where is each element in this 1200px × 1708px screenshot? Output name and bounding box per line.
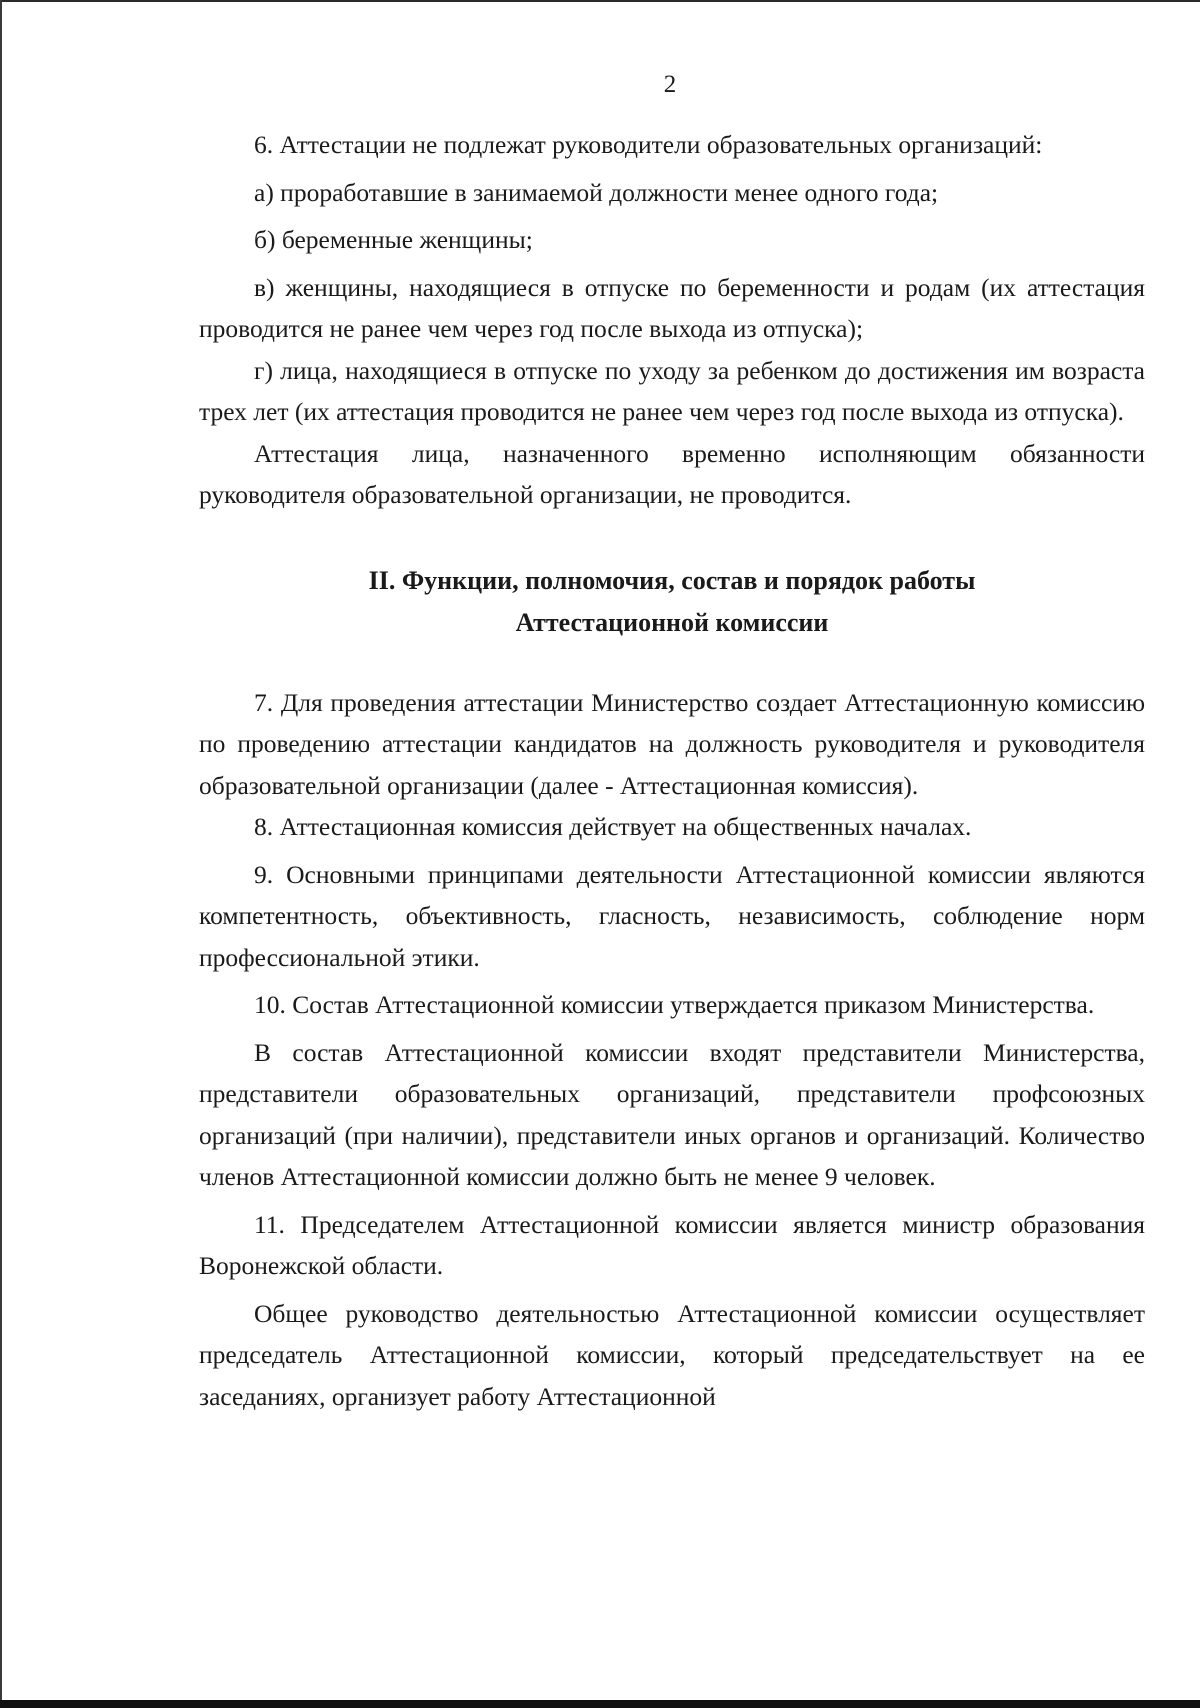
document-body xyxy=(199,124,1145,1423)
paragraph-6v: в) женщины, находящиеся в отпуске по беременности и родам (их аттестация проводится не ранее чем через год после выхода из отпуска); xyxy=(199,272,1145,343)
paragraph-general-management: Общее руководство деятельностью Аттестационной комиссии осуществляет председатель Аттестационной комиссии, который председательствует на ее заседаниях, организует работу Аттестационной xyxy=(199,1298,1145,1411)
paragraph-6b: б) беременные женщины; xyxy=(254,225,533,254)
page-number: 2 xyxy=(663,71,677,98)
paragraph-9: 9. Основными принципами деятельности Аттестационной комиссии являются компетентность, объективность, гласность, независимость, соблюдение норм профессиональной этики. xyxy=(199,859,1145,972)
paragraph-7: 7. Для проведения аттестации Министерство создает Аттестационную комиссию по проведению аттестации кандидатов на должность руководителя и руководителя образовательной организации (далее - Аттестационная комиссия). xyxy=(199,687,1145,800)
paragraph-8: 8. Аттестационная комиссия действует на общественных началах. xyxy=(254,812,972,841)
paragraph-acting-head: Аттестация лица, назначенного временно исполняющим обязанности руководителя образовательной организации, не проводится. xyxy=(199,438,1145,509)
paragraph-6g: г) лица, находящиеся в отпуске по уходу за ребенком до достижения им возраста трех лет (их аттестация проводится не ранее чем через год после выхода из отпуска). xyxy=(199,355,1145,426)
scan-edge-top xyxy=(0,0,1200,2)
section-heading-line-2: Аттестационной комиссии xyxy=(515,607,829,637)
paragraph-6: 6. Аттестации не подлежат руководители образовательных организаций: xyxy=(254,130,1043,159)
paragraph-11: 11. Председателем Аттестационной комиссии является министр образования Воронежской области. xyxy=(199,1209,1145,1280)
scan-edge-left xyxy=(0,0,2,1708)
paragraph-10: 10. Состав Аттестационной комиссии утверждается приказом Министерства. xyxy=(254,990,1095,1019)
paragraph-composition: В состав Аттестационной комиссии входят представители Министерства, представители образовательных организаций, представители профсоюзных организаций (при наличии), представители иных органов и организаций. Количество членов Аттестационной комиссии должно быть не менее 9 человек. xyxy=(199,1037,1145,1191)
scan-edge-bottom xyxy=(0,1700,1200,1708)
section-heading xyxy=(199,560,1145,644)
paragraph-6a: а) проработавшие в занимаемой должности менее одного года; xyxy=(254,177,939,207)
section-heading-line-1: II. Функции, полномочия, состав и порядок работы xyxy=(368,565,976,595)
